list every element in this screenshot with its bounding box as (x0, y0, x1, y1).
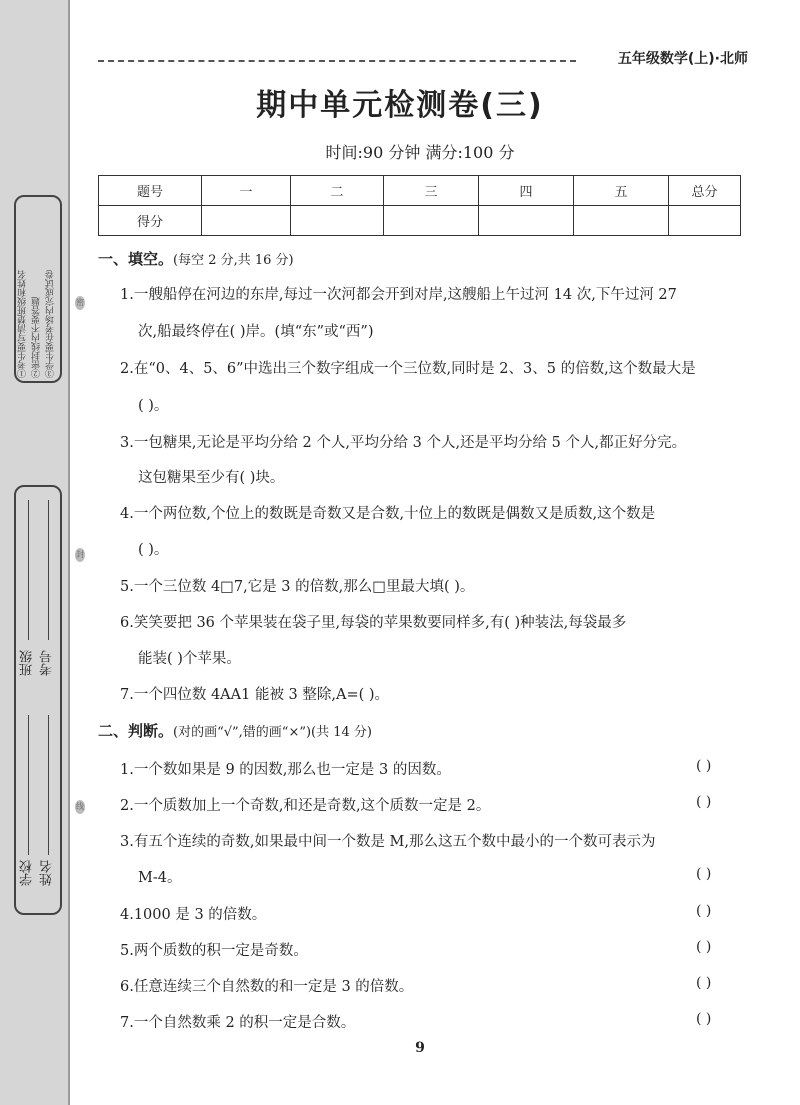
seal-mark-1: 密 (75, 296, 85, 310)
answer-parentheses[interactable]: ( ) (696, 975, 712, 991)
fill-question-1-cont: 次,船最终停在( )岸。(填“东”或“西”) (138, 324, 374, 340)
score-table-header-row (99, 176, 741, 206)
school-label: 学校 (20, 860, 35, 886)
judge-question-7: 7.一个自然数乘 2 的积一定是合数。 (120, 1015, 356, 1031)
section-2-title (98, 720, 372, 741)
answer-parentheses[interactable]: ( ) (696, 939, 712, 955)
fill-question-2: 2.在“0、4、5、6”中选出三个数字组成一个三位数,同时是 2、3、5 的倍数,这个数最大是 (120, 361, 696, 377)
section-2-note: (对的画“√”,错的画“×”)(共 14 分) (173, 725, 373, 740)
section-1-title (98, 248, 294, 269)
notice-text (16, 200, 60, 378)
header-cell: 三 (384, 176, 479, 206)
fill-question-4-cont: ( )。 (138, 542, 169, 558)
judge-question-1: 1.一个数如果是 9 的因数,那么也一定是 3 的因数。 (120, 762, 451, 778)
answer-parentheses[interactable]: ( ) (696, 903, 712, 919)
header-cell: 四 (479, 176, 574, 206)
fill-question-5: 5.一个三位数 4□7,它是 3 的倍数,那么□里最大填( )。 (120, 579, 475, 595)
fill-question-2-cont: ( )。 (138, 398, 169, 414)
school-field-line[interactable] (28, 715, 29, 855)
judge-question-6: 6.任意连续三个自然数的和一定是 3 的倍数。 (120, 979, 414, 995)
gutter-divider (68, 0, 70, 1105)
answer-parentheses[interactable]: ( ) (696, 866, 712, 882)
judge-question-4: 4.1000 是 3 的倍数。 (120, 907, 267, 923)
section-1-note: (每空 2 分,共 16 分) (173, 253, 294, 268)
page-title: 期中单元检测卷(三) (256, 88, 544, 123)
seal-mark-3: 线 (75, 800, 85, 814)
header-cell: 五 (574, 176, 669, 206)
name-field-line[interactable] (48, 715, 49, 855)
header-dashed-line (98, 60, 576, 62)
student-info-box (14, 485, 62, 915)
exam-time-score: 时间:90 分钟 满分:100 分 (325, 143, 515, 162)
exam-number-label: 考号 (40, 650, 55, 676)
header-cell: 二 (291, 176, 384, 206)
name-label: 姓名 (40, 860, 55, 886)
header-cell: 一 (202, 176, 291, 206)
fill-question-6-cont: 能装( )个苹果。 (138, 651, 241, 667)
score-cell[interactable] (291, 206, 384, 236)
judge-question-2: 2.一个质数加上一个奇数,和还是奇数,这个质数一定是 2。 (120, 798, 491, 814)
header-cell: 题号 (99, 176, 202, 206)
judge-question-5: 5.两个质数的积一定是奇数。 (120, 943, 308, 959)
page-header (98, 48, 748, 68)
score-cell[interactable] (669, 206, 741, 236)
fill-question-6: 6.笑笑要把 36 个苹果装在袋子里,每袋的苹果数要同样多,有( )种装法,每袋最多 (120, 615, 627, 631)
exam-number-field-line[interactable] (48, 500, 49, 640)
class-label: 班级 (20, 650, 35, 676)
score-cell[interactable] (202, 206, 291, 236)
fill-question-3-cont: 这包糖果至少有( )块。 (138, 470, 285, 486)
score-table-score-row (99, 206, 741, 236)
answer-parentheses[interactable]: ( ) (696, 758, 712, 774)
fill-question-3: 3.一包糖果,无论是平均分给 2 个人,平均分给 3 个人,还是平均分给 5 个人,都正好分完。 (120, 435, 687, 451)
fill-question-4: 4.一个两位数,个位上的数既是奇数又是合数,十位上的数既是偶数又是质数,这个数是 (120, 506, 656, 522)
seal-mark-2: 封 (75, 548, 85, 562)
header-cell: 总分 (669, 176, 741, 206)
grade-label: 五年级数学(上)·北师 (617, 51, 748, 67)
judge-question-3-cont: M-4。 (138, 870, 182, 886)
judge-question-3: 3.有五个连续的奇数,如果最中间一个数是 M,那么这五个数中最小的一个数可表示为 (120, 834, 656, 850)
fill-question-7: 7.一个四位数 4AA1 能被 3 整除,A=( )。 (120, 687, 390, 703)
notice-line-2: ②密封线内不要答题 (32, 297, 42, 378)
score-cell[interactable] (574, 206, 669, 236)
section-1-heading: 一、填空。 (98, 250, 174, 268)
answer-parentheses[interactable]: ( ) (696, 1011, 712, 1027)
notice-line-3: ③学生要在考场内完成试卷 (46, 270, 56, 378)
fill-question-1: 1.一艘船停在河边的东岸,每过一次河都会开到对岸,这艘船上午过河 14 次,下午过河 27 (120, 287, 677, 303)
score-table (98, 175, 741, 236)
section-2-heading: 二、判断。 (98, 722, 174, 740)
score-cell[interactable] (479, 206, 574, 236)
page-number: 9 (415, 1040, 425, 1056)
class-field-line[interactable] (28, 500, 29, 640)
score-row-label: 得分 (99, 206, 202, 236)
notice-line-1: ①考生要写清楚班级和姓名 (18, 270, 28, 378)
answer-parentheses[interactable]: ( ) (696, 794, 712, 810)
score-cell[interactable] (384, 206, 479, 236)
